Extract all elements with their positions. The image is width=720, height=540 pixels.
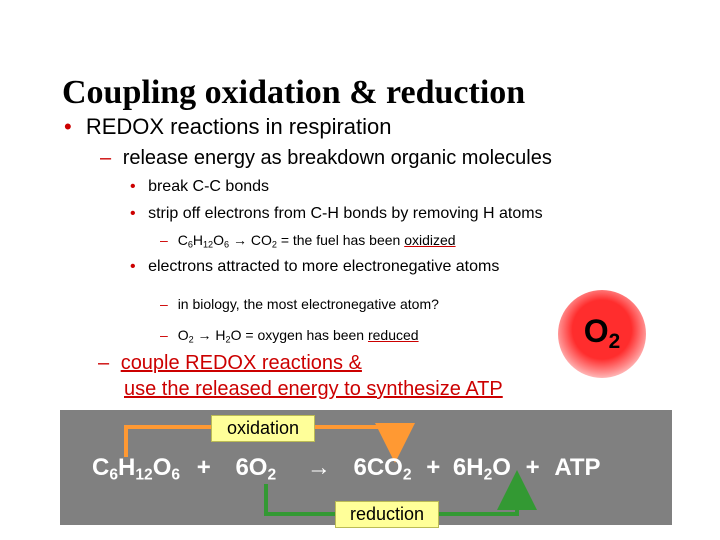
o2-label: $O_2$	[583, 313, 621, 354]
atp-label: ATP	[554, 454, 601, 481]
bullet-dot: •	[130, 258, 136, 275]
arrow-icon: →	[197, 327, 212, 343]
reaction-arrow-icon: →	[306, 454, 331, 481]
equation-text: $C_6H_{12}O_6 \to CO_2$ = the fuel has been oxidized	[177, 232, 456, 250]
dash-marker: –	[160, 327, 168, 343]
oxidation-label: oxidation	[211, 415, 315, 442]
bullet-text: REDOX reactions in respiration	[85, 114, 392, 139]
water-formula: $6H_2O$	[452, 454, 511, 484]
equation-text: $O_2 \to H_2O$ = oxygen has been reduced	[177, 327, 419, 345]
bullet-text: strip off electrons from C-H bonds by removing H atoms	[148, 205, 543, 222]
dash-marker: –	[160, 296, 168, 312]
dash-marker: –	[100, 147, 112, 169]
bullet-couple-redox-cont: use the released energy to synthesize ATP	[124, 378, 503, 400]
plus-sign: +	[525, 454, 540, 481]
bullet-dot: •	[130, 178, 136, 195]
co2-formula: $6CO_2$	[353, 454, 412, 484]
dash-marker: –	[160, 232, 168, 248]
bullet-dot: •	[64, 114, 72, 139]
bullet-text: electrons attracted to more electronegative atoms	[148, 258, 500, 275]
bullet-text: couple REDOX reactions &	[120, 352, 362, 374]
glucose-formula: $C_6H_{12}O_6$	[92, 454, 181, 484]
question-text: in biology, the most electronegative atom?	[177, 296, 439, 312]
arrow-icon: →	[232, 232, 247, 248]
bullet-text: release energy as breakdown organic molecules	[122, 147, 552, 169]
bullet-dot: •	[130, 205, 136, 222]
plus-sign: +	[426, 454, 441, 481]
oxygen-formula: $6O_2$	[235, 454, 277, 484]
page-title: Coupling oxidation & reduction	[62, 74, 526, 111]
bullet-text: break C-C bonds	[148, 178, 270, 195]
dash-marker: –	[98, 352, 110, 374]
overall-equation	[92, 454, 601, 485]
plus-sign: +	[196, 454, 211, 481]
reduction-label: reduction	[335, 501, 439, 528]
